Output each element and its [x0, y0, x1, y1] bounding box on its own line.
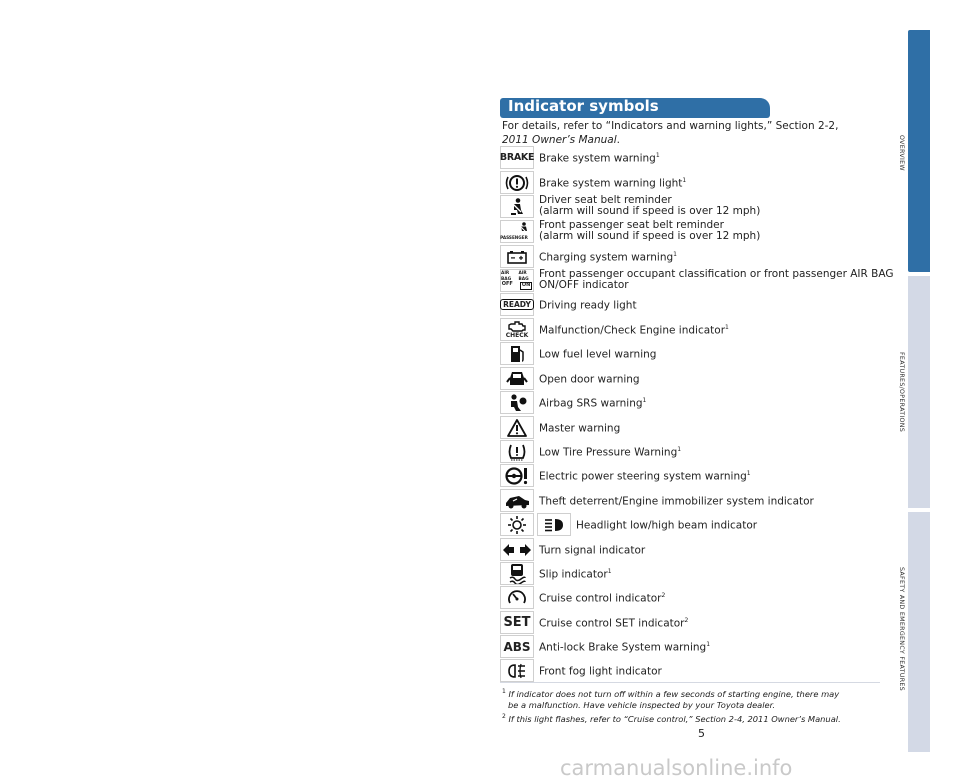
airbag-srs-icon: [500, 391, 534, 414]
high-beam-icon: [537, 513, 571, 536]
cruise-icon: [500, 586, 534, 609]
seatbelt-icon: [500, 195, 534, 218]
footnote-divider: [500, 682, 880, 683]
indicator-label: Cruise control SET indicator$^2$: [539, 617, 689, 630]
tire-pressure-icon: [500, 440, 534, 463]
indicator-label: Master warning: [539, 422, 621, 435]
indicator-label: Open door warning: [539, 373, 640, 386]
headlight-icon: [500, 513, 534, 536]
fog-light-icon: [500, 659, 534, 682]
footnotes: [502, 686, 882, 725]
indicator-label: Front fog light indicator: [539, 665, 662, 678]
tab-safety-label: SAFETY AND EMERGENCY FEATURES: [898, 567, 905, 691]
indicator-label: Driver seat belt reminder (alarm will sound if speed is over 12 mph): [539, 194, 761, 217]
watermark: carmanualsonline.info: [560, 756, 793, 780]
indicator-label: Driving ready light: [539, 299, 637, 312]
set-icon: SET: [500, 611, 534, 634]
tab-features[interactable]: [908, 276, 930, 508]
footnote-2: $^2$ If this light flashes, refer to “Cruise control,” Section 2-4, 2011 Owner’s Manual.: [502, 712, 841, 724]
section-title: Indicator symbols: [508, 97, 659, 115]
indicator-label: Turn signal indicator: [539, 544, 646, 557]
indicator-label: Theft deterrent/Engine immobilizer system indicator: [539, 495, 814, 508]
battery-icon: [500, 245, 534, 268]
tab-overview-label: OVERVIEW: [898, 135, 905, 171]
indicator-label: Brake system warning$^1$: [539, 152, 660, 165]
fuel-pump-icon: [500, 342, 534, 365]
slip-icon: [500, 562, 534, 585]
footnote-1-cont: be a malfunction. Have vehicle inspected by your Toyota dealer.: [508, 699, 775, 710]
ready-icon: READY: [500, 293, 534, 316]
check-engine-icon: CHECK: [500, 318, 534, 341]
indicator-label: Charging system warning$^1$: [539, 251, 677, 264]
indicator-label: Anti-lock Brake System warning$^1$: [539, 641, 711, 654]
page-number: 5: [698, 727, 705, 740]
indicator-label: Cruise control indicator$^2$: [539, 592, 666, 605]
indicator-label: Front passenger occupant classification or front passenger AIR BAG ON/OFF indicator: [539, 268, 894, 291]
turn-signal-icon: [500, 538, 534, 561]
tab-safety[interactable]: [908, 512, 930, 752]
tab-overview[interactable]: [908, 30, 930, 272]
brake-text-icon: BRAKE: [500, 146, 534, 169]
indicator-label: Headlight low/high beam indicator: [576, 519, 758, 532]
indicator-label: Front passenger seat belt reminder (alarm will sound if speed is over 12 mph): [539, 219, 761, 242]
indicator-label: Airbag SRS warning$^1$: [539, 397, 647, 410]
indicator-label: Brake system warning light$^1$: [539, 177, 687, 190]
intro-text: For details, refer to “Indicators and warning lights,” Section 2-2, 2011 Owner’s Manual.: [502, 120, 839, 146]
master-warning-icon: [500, 416, 534, 439]
open-door-icon: [500, 367, 534, 390]
indicator-label: Low fuel level warning: [539, 348, 657, 361]
theft-car-icon: [500, 489, 534, 512]
passenger-seatbelt-icon: PASSENGER: [500, 220, 534, 243]
abs-icon: ABS: [500, 635, 534, 658]
steering-icon: [500, 464, 534, 487]
tab-features-label: FEATURES/OPERATIONS: [898, 352, 905, 433]
brake-light-icon: [500, 171, 534, 194]
indicator-label: Low Tire Pressure Warning$^1$: [539, 446, 682, 459]
airbag-on-off-icon: AIR BAG AIR BAG OFF ON: [500, 269, 534, 292]
indicator-label: Malfunction/Check Engine indicator$^1$: [539, 324, 729, 337]
indicator-label: Slip indicator$^1$: [539, 568, 612, 581]
indicator-label: Electric power steering system warning$^1$: [539, 470, 751, 483]
footnote-1: $^1$ If indicator does not turn off within a few seconds of starting engine, there may: [502, 688, 840, 699]
